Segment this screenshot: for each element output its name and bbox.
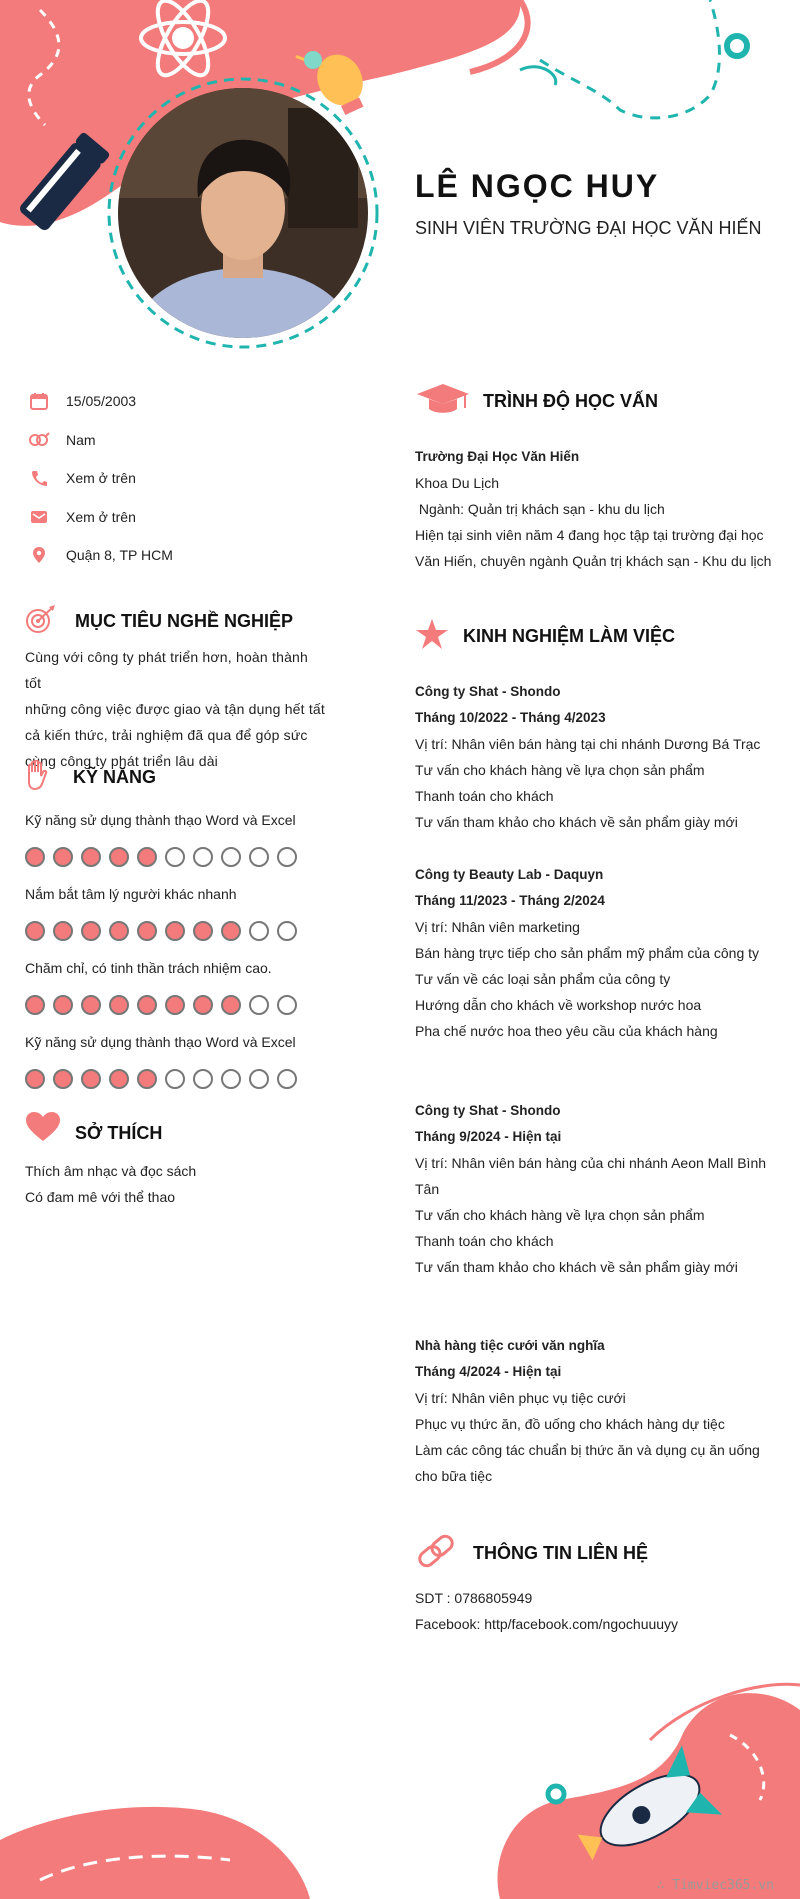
- birthdate-text: 15/05/2003: [66, 393, 137, 409]
- education-line: Hiện tại sinh viên năm 4 đang học tập tại trường đại học: [415, 527, 764, 543]
- target-icon: [25, 604, 57, 639]
- job-line: Tư vấn về các loại sản phẩm của công ty: [415, 971, 671, 987]
- job-line: Tư vấn cho khách hàng về lựa chọn sản phẩm: [415, 762, 705, 778]
- education-line: Văn Hiến, chuyên ngành Quản trị khách sạn - Khu du lịch: [415, 553, 772, 569]
- skill-dot-empty: [277, 995, 297, 1015]
- job-line: Hướng dẫn cho khách về workshop nước hoa: [415, 997, 702, 1013]
- location-text: Quận 8, TP HCM: [66, 547, 173, 563]
- skill-dot-filled: [109, 847, 129, 867]
- skill-dot-filled: [221, 921, 241, 941]
- skill-label: Kỹ năng sử dụng thành thạo Word và Excel: [25, 1034, 296, 1050]
- skill-rating: [25, 1069, 297, 1089]
- job-line: Thanh toán cho khách: [415, 1233, 554, 1249]
- job-company: Nhà hàng tiệc cưới văn nghĩa: [415, 1338, 605, 1353]
- hobby-line: Thích âm nhạc và đọc sách: [25, 1163, 197, 1179]
- skill-dot-empty: [249, 921, 269, 941]
- experience-title: KINH NGHIỆM LÀM VIỆC: [463, 626, 676, 646]
- skill-dot-filled: [137, 1069, 157, 1089]
- experience-heading: [415, 618, 675, 655]
- skills-heading: [25, 760, 156, 795]
- job-line: Vị trí: Nhân viên bán hàng tại chi nhánh Dương Bá Trạc: [415, 736, 761, 752]
- info-birthdate: [28, 388, 136, 414]
- skill-dot-filled: [25, 995, 45, 1015]
- skill-dot-filled: [25, 921, 45, 941]
- skill-dot-empty: [165, 847, 185, 867]
- job-period: Tháng 11/2023 - Tháng 2/2024: [415, 893, 605, 908]
- objective-line: cả kiến thức, trải nghiệm đã qua để góp sức: [25, 727, 308, 743]
- skill-dot-empty: [249, 995, 269, 1015]
- skill-dot-empty: [193, 1069, 213, 1089]
- email-icon: [28, 506, 50, 528]
- job-entry: [415, 1098, 785, 1280]
- info-gender: [28, 427, 96, 453]
- skill-dot-filled: [53, 995, 73, 1015]
- contact-facebook[interactable]: Facebook: http/facebook.com/ngochuuuyy: [415, 1616, 679, 1632]
- full-name: LÊ NGỌC HUY: [415, 168, 660, 204]
- job-line: Pha chế nước hoa theo yêu cầu của khách hàng: [415, 1023, 718, 1039]
- job-line: Làm các công tác chuẩn bị thức ăn và dụng cụ ăn uống: [415, 1442, 760, 1458]
- objective-line: cùng công ty phát triển lâu dài: [25, 753, 218, 769]
- heart-icon: [25, 1112, 61, 1147]
- avatar: [118, 88, 368, 338]
- job-period: Tháng 9/2024 - Hiện tại: [415, 1129, 562, 1144]
- job-line: Tư vấn cho khách hàng về lựa chọn sản phẩm: [415, 1207, 705, 1223]
- skill-dot-filled: [109, 1069, 129, 1089]
- skill-dot-empty: [221, 847, 241, 867]
- job-line: Vị trí: Nhân viên marketing: [415, 919, 580, 935]
- contact-block: [415, 1585, 785, 1637]
- skill-dot-filled: [165, 921, 185, 941]
- phone-icon: [28, 467, 50, 489]
- skill-dot-empty: [249, 847, 269, 867]
- job-line: Thanh toán cho khách: [415, 788, 554, 804]
- skill-dot-filled: [53, 847, 73, 867]
- objective-line: những công việc được giao và tận dụng hết tất: [25, 701, 326, 717]
- education-line: Khoa Du Lịch: [415, 475, 500, 491]
- job-line: cho bữa tiệc: [415, 1468, 493, 1484]
- watermark: ∴ Timviec365.vn: [656, 1878, 774, 1893]
- skill-dot-filled: [109, 995, 129, 1015]
- star-icon: [415, 618, 449, 655]
- education-line: Ngành: Quản trị khách sạn - khu du lịch: [415, 501, 665, 517]
- skill-dot-filled: [137, 921, 157, 941]
- gender-icon: [28, 429, 50, 451]
- skill-rating: [25, 921, 297, 941]
- skill-dot-empty: [193, 847, 213, 867]
- skill-label: Kỹ năng sử dụng thành thạo Word và Excel: [25, 812, 296, 828]
- skill-dot-empty: [165, 1069, 185, 1089]
- school-name: Trường Đại Học Văn Hiến: [415, 449, 580, 464]
- skill-dot-filled: [81, 995, 101, 1015]
- skill-rating: [25, 847, 297, 867]
- calendar-icon: [28, 390, 50, 412]
- skill-dot-filled: [53, 921, 73, 941]
- skill-dot-filled: [221, 995, 241, 1015]
- graduation-cap-icon: [415, 382, 471, 421]
- job-company: Công ty Shat - Shondo: [415, 1103, 561, 1118]
- hobbies-text: [25, 1158, 325, 1210]
- info-phone: [28, 465, 136, 491]
- job-company: Công ty Shat - Shondo: [415, 684, 561, 699]
- skill-label: Nắm bắt tâm lý người khác nhanh: [25, 886, 237, 902]
- job-company: Công ty Beauty Lab - Daquyn: [415, 867, 604, 882]
- job-period: Tháng 10/2022 - Tháng 4/2023: [415, 710, 606, 725]
- job-line: Phục vụ thức ăn, đồ uống cho khách hàng dự tiệc: [415, 1416, 725, 1432]
- skill-dot-filled: [81, 1069, 101, 1089]
- skill-dot-empty: [277, 847, 297, 867]
- skill-dot-empty: [277, 1069, 297, 1089]
- gender-text: Nam: [66, 432, 96, 448]
- job-line: Tư vấn tham khảo cho khách về sản phẩm giày mới: [415, 814, 738, 830]
- job-entry: [415, 1333, 785, 1489]
- objective-line: Cùng với công ty phát triển hơn, hoàn thành tốt: [25, 649, 309, 691]
- skill-dot-empty: [277, 921, 297, 941]
- job-entry: [415, 862, 785, 1044]
- skill-rating: [25, 995, 297, 1015]
- job-line: Tư vấn tham khảo cho khách về sản phẩm giày mới: [415, 1259, 738, 1275]
- skill-dot-filled: [53, 1069, 73, 1089]
- skill-label: Chăm chỉ, có tinh thần trách nhiệm cao.: [25, 960, 272, 976]
- contact-phone: SDT : 0786805949: [415, 1590, 533, 1606]
- skill-dot-filled: [165, 995, 185, 1015]
- link-icon: [415, 1532, 457, 1575]
- job-subtitle: SINH VIÊN TRƯỜNG ĐẠI HỌC VĂN HIẾN: [415, 218, 762, 238]
- job-period: Tháng 4/2024 - Hiện tại: [415, 1364, 562, 1379]
- hobbies-heading: [25, 1112, 162, 1147]
- skill-dot-filled: [81, 921, 101, 941]
- phone-text: Xem ở trên: [66, 470, 136, 486]
- skill-dot-empty: [249, 1069, 269, 1089]
- contact-heading: [415, 1532, 648, 1575]
- contact-title: THÔNG TIN LIÊN HỆ: [473, 1543, 648, 1563]
- skill-dot-filled: [25, 1069, 45, 1089]
- skill-dot-filled: [25, 847, 45, 867]
- skills-title: KỸ NĂNG: [73, 767, 157, 787]
- job-line: Vị trí: Nhân viên bán hàng của chi nhánh Aeon Mall Bình: [415, 1155, 767, 1171]
- job-line: Bán hàng trực tiếp cho sản phẩm mỹ phẩm của công ty: [415, 945, 760, 961]
- info-location: [28, 542, 173, 568]
- education-heading: [415, 382, 658, 421]
- objective-heading: [25, 604, 293, 639]
- job-line: Vị trí: Nhân viên phục vụ tiệc cưới: [415, 1390, 626, 1406]
- hobbies-title: SỞ THÍCH: [75, 1123, 163, 1143]
- info-email: [28, 504, 136, 530]
- email-text: Xem ở trên: [66, 509, 136, 525]
- skill-dot-filled: [109, 921, 129, 941]
- location-icon: [28, 544, 50, 566]
- hobby-line: Có đam mê với thể thao: [25, 1189, 176, 1205]
- education-title: TRÌNH ĐỘ HỌC VẤN: [483, 391, 658, 411]
- skill-dot-filled: [137, 995, 157, 1015]
- skill-dot-empty: [221, 1069, 241, 1089]
- skill-dot-filled: [193, 921, 213, 941]
- skill-dot-filled: [137, 847, 157, 867]
- hand-icon: [25, 760, 49, 795]
- objective-title: MỤC TIÊU NGHỀ NGHIỆP: [75, 611, 294, 631]
- skill-dot-filled: [81, 847, 101, 867]
- education-block: [415, 444, 785, 574]
- objective-text: [25, 644, 325, 774]
- job-entry: [415, 679, 785, 835]
- skill-dot-filled: [193, 995, 213, 1015]
- job-line: Tân: [415, 1181, 440, 1197]
